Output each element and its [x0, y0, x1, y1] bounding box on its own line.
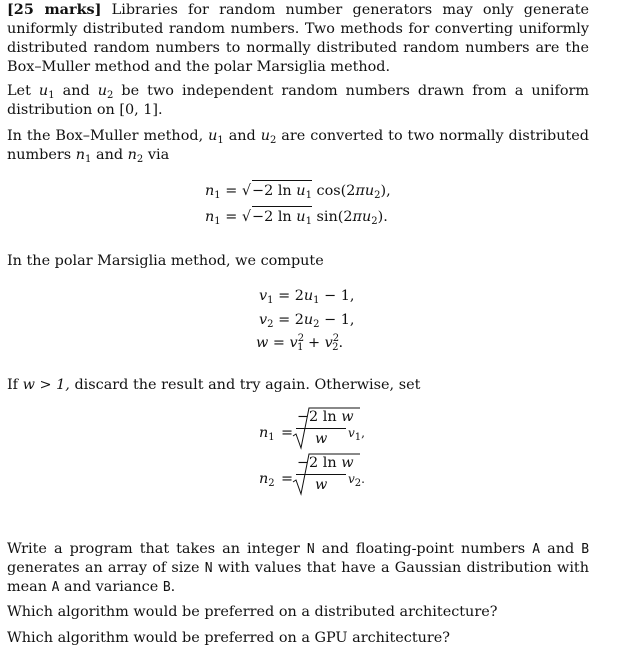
task-text-b: and floating-point numbers — [321, 541, 526, 557]
code-N: N — [306, 542, 315, 557]
task-paragraph — [7, 540, 589, 597]
discard-text-b: discard the result and try again. Otherwise, set — [74, 377, 421, 393]
code-B: B — [581, 542, 590, 557]
bm-text-b: and — [228, 128, 256, 144]
marsiglia-equation-1: $n_1$ = −2 ln w w $v_1$, — [259, 409, 365, 447]
polar-equation-3: $w = v^2_1 + v^2_2$. — [256, 333, 344, 353]
bm-text-a: In the Box–Muller method, — [7, 128, 204, 144]
code-A: A — [532, 542, 541, 557]
polar-text: In the polar Marsiglia method, we compute — [7, 253, 324, 269]
code-A-2: A — [51, 580, 60, 595]
marsiglia-equation-2: $n_2$ = −2 ln w w $v_2$. — [259, 455, 365, 493]
code-B-2: B — [162, 580, 171, 595]
bm-text-d: and — [96, 147, 124, 163]
interval: [0, 1]. — [119, 102, 163, 118]
code-N-2: N — [204, 561, 213, 576]
let-pre: Let — [7, 83, 31, 99]
task-text-f: and variance — [64, 579, 159, 595]
question-distributed: Which algorithm would be preferred on a distributed architecture? — [7, 604, 498, 620]
task-text-g: . — [170, 579, 176, 595]
marks-label: [25 marks] — [7, 1, 102, 18]
task-text-e: with values that have a Gaussian distribution with mean — [7, 560, 589, 595]
bm-equation-1: $n_1 = √-2$ $\ln u_1$ $\cos(2\pi u_2)$, — [205, 180, 391, 201]
discard-cond: w > 1, — [22, 377, 70, 393]
intro-text: Libraries for random number generators may only generate uniformly distributed random numbers. Two methods for converting uniformly distributed random numbers to normally distributed random numbers are the Box–Muller method and the polar Marsiglia method. — [7, 2, 589, 75]
bm-equation-2: $n_1 = √-2$ $\ln u_1$ $\sin(2\pi u_2)$. — [205, 206, 388, 227]
discard-text-a: If — [7, 377, 19, 393]
task-text-a: Write a program that takes an integer — [7, 541, 300, 557]
polar-equation-1: $v_1 = 2u_1 - 1$, — [259, 288, 355, 306]
task-text-c: and — [547, 541, 575, 557]
boxmuller-paragraph: In the Box–Muller method, $u_1$ and $u_2$ are converted to two normally distributed numbers $n_1$ and $n_2$ via — [7, 128, 589, 165]
let-rest: be two independent random numbers drawn from a uniform distribution on — [7, 83, 590, 118]
task-text-d: generates an array of size — [7, 560, 200, 576]
let-and: and — [62, 83, 90, 99]
var-u1: $u_1$ — [38, 83, 55, 101]
bm-text-e: via — [147, 147, 170, 163]
var-u2: $u_2$ — [97, 83, 114, 101]
bm-text-c: are converted to two normally distributed numbers — [7, 128, 589, 163]
question-gpu: Which algorithm would be preferred on a GPU architecture? — [7, 630, 451, 646]
polar-equation-2: $v_2 = 2u_2 - 1$, — [259, 312, 355, 330]
